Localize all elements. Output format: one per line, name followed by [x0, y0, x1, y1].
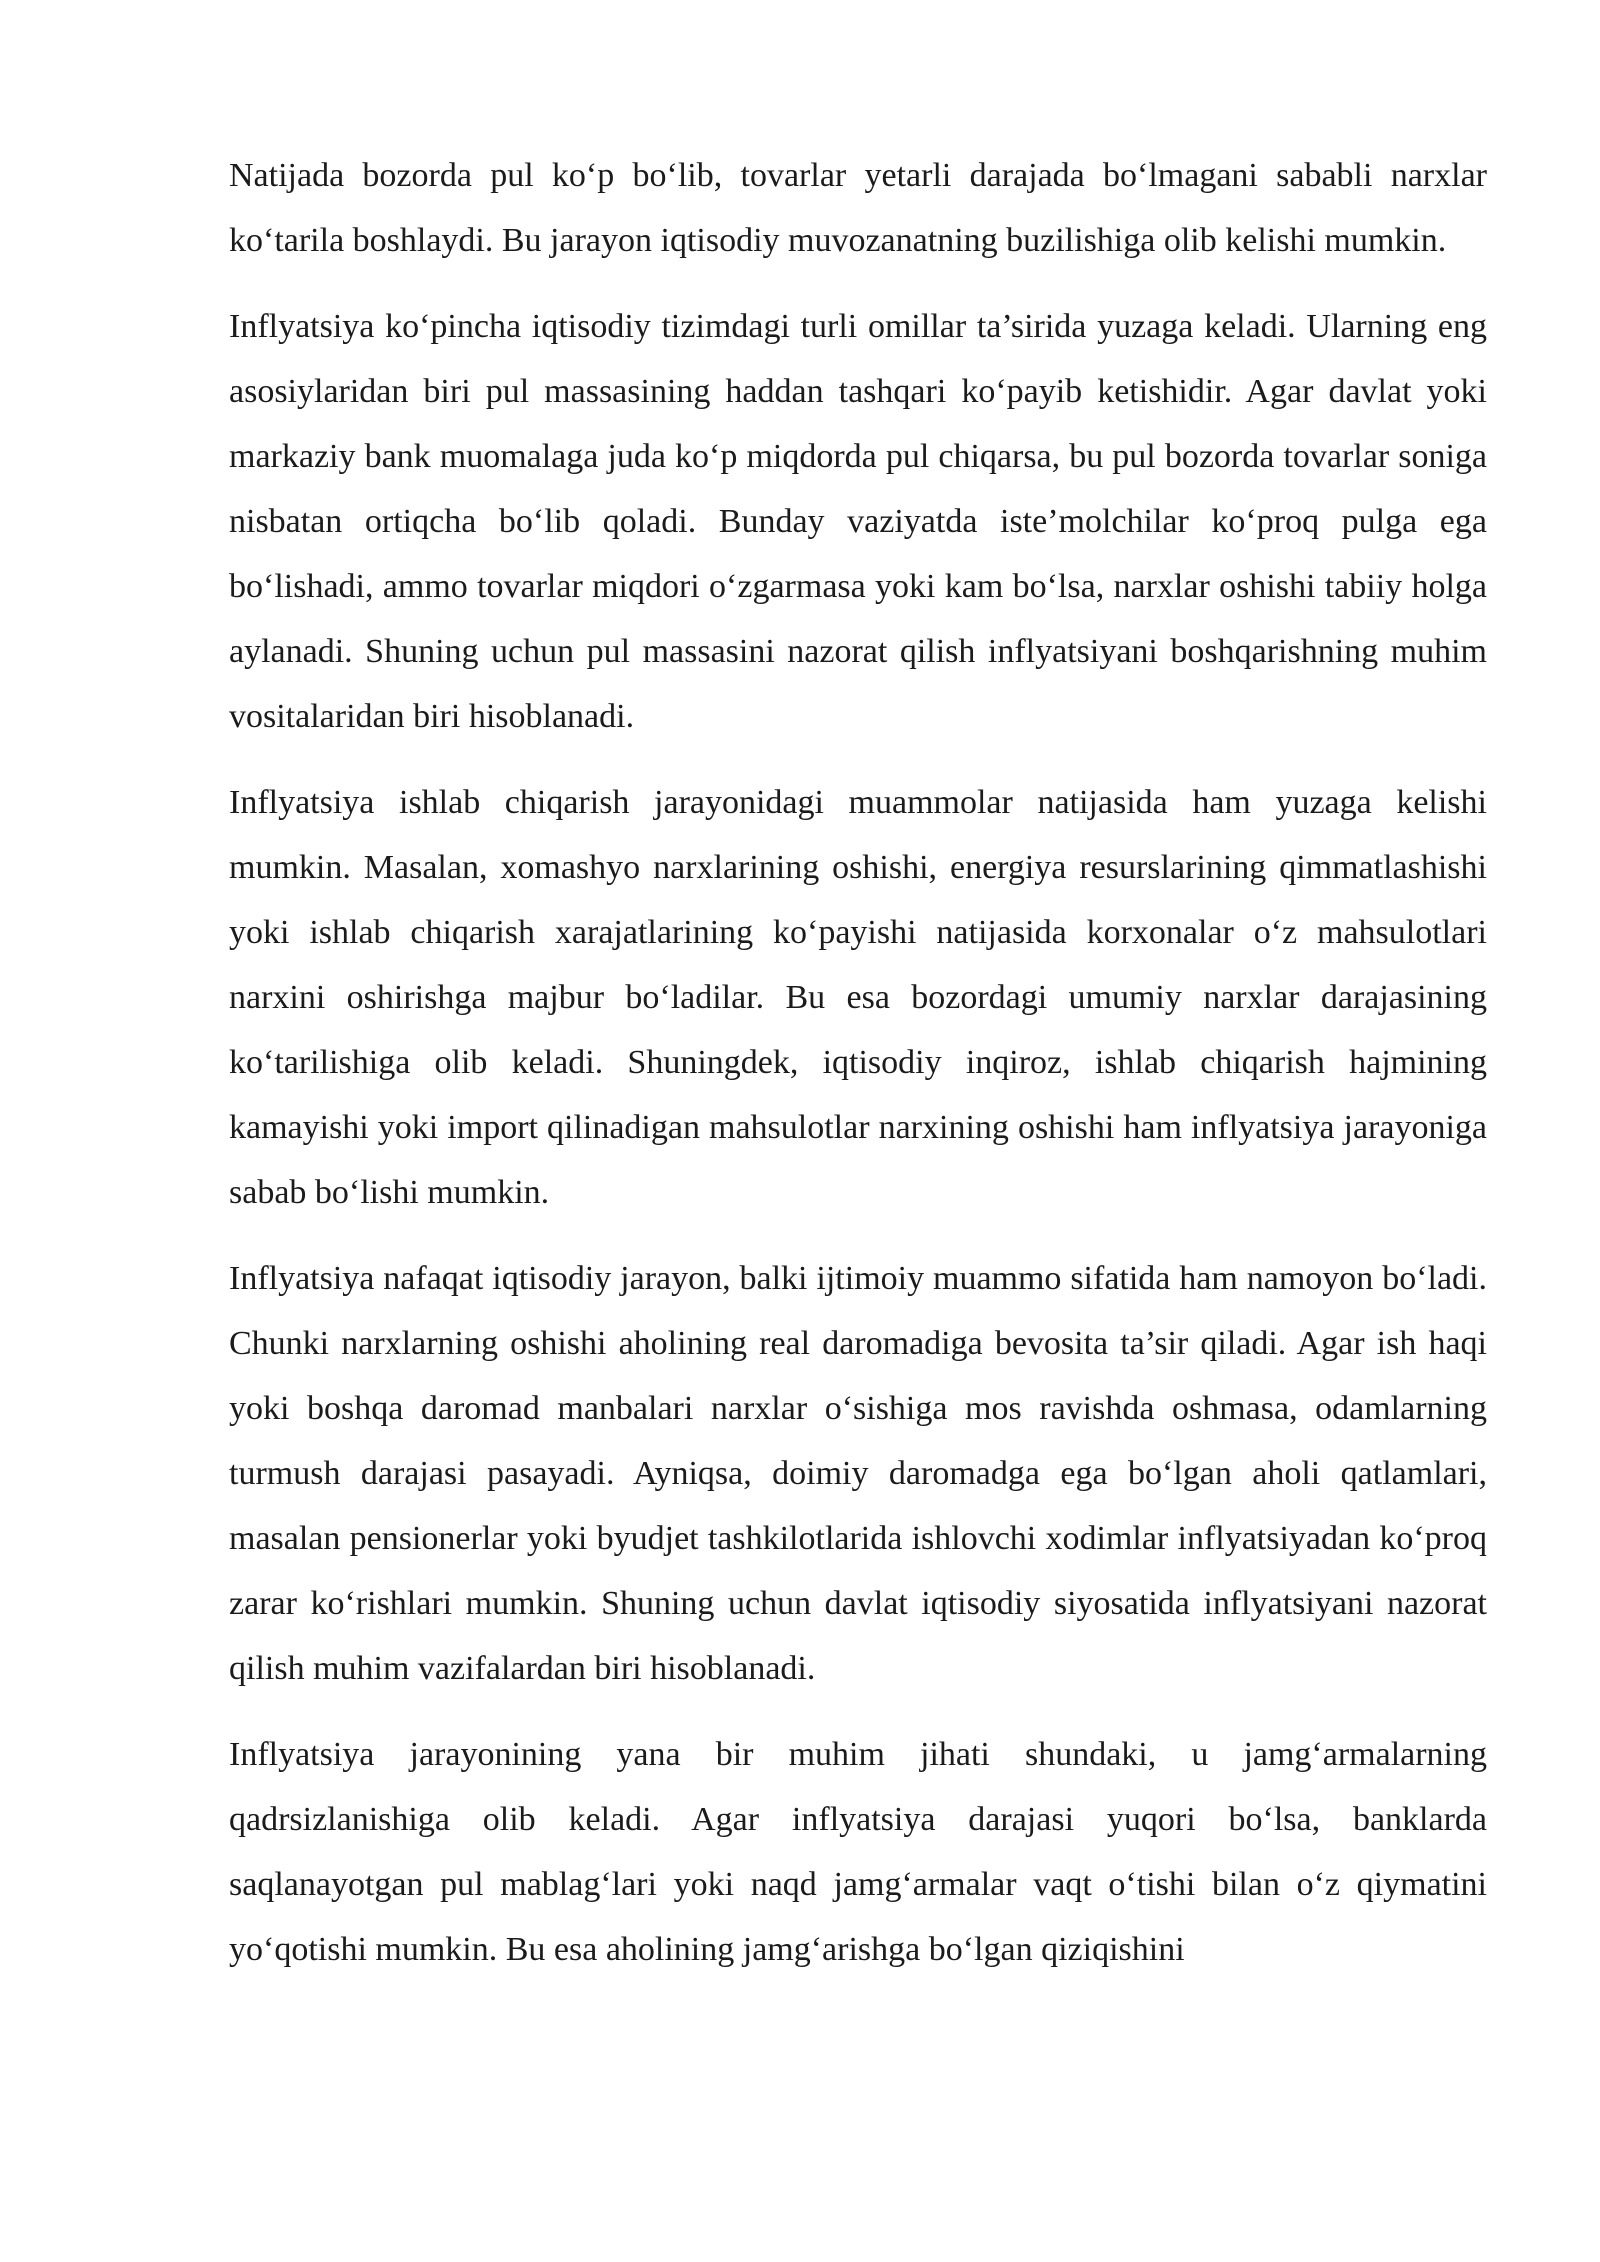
paragraph-3: Inflyatsiya ishlab chiqarish jarayonidagi muammolar natijasida ham yuzaga kelishi mumkin. Masalan, xomashyo narxlarining oshishi, energiya resurslarining qimmatlashishi yoki ishlab chiqarish xarajatlarining ko‘payishi natijasida korxonalar o‘z mahsulotlari narxini oshirishga majbur bo‘ladilar. Bu esa bozordagi umumiy narxlar darajasining ko‘tarilishiga olib keladi. Shuningdek, iqtisodiy inqiroz, ishlab chiqarish hajmining kamayishi yoki import qilinadigan mahsulotlar narxining oshishi ham inflyatsiya jarayoniga sabab bo‘lishi mumkin. — [229, 784, 1487, 1211]
paragraph-1: Natijada bozorda pul ko‘p bo‘lib, tovarlar yetarli darajada bo‘lmagani sababli narxlar ko‘tarila boshlaydi. Bu jarayon iqtisodiy muvozanatning buzilishiga olib kelishi mumkin. — [229, 157, 1487, 259]
paragraph-4: Inflyatsiya nafaqat iqtisodiy jarayon, balki ijtimoiy muammo sifatida ham namoyon bo‘ladi. Chunki narxlarning oshishi aholining real daromadiga bevosita ta’sir qiladi. Agar ish haqi yoki boshqa daromad manbalari narxlar o‘sishiga mos ravishda oshmasa, odamlarning turmush darajasi pasayadi. Ayniqsa, doimiy daromadga ega bo‘lgan aholi qatlamlari, masalan pensionerlar yoki byudjet tashkilotlarida ishlovchi xodimlar inflyatsiyadan ko‘proq zarar ko‘rishlari mumkin. Shuning uchun davlat iqtisodiy siyosatida inflyatsiyani nazorat qilish muhim vazifalardan biri hisoblanadi. — [229, 1260, 1487, 1687]
paragraph-5: Inflyatsiya jarayonining yana bir muhim jihati shundaki, u jamg‘armalarning qadrsizlanishiga olib keladi. Agar inflyatsiya darajasi yuqori bo‘lsa, banklarda saqlanayotgan pul mablag‘lari yoki naqd jamg‘armalar vaqt o‘tishi bilan o‘z qiymatini yo‘qotishi mumkin. Bu esa aholining jamg‘arishga bo‘lgan qiziqishini — [229, 1736, 1487, 1968]
document-body — [229, 143, 1487, 2003]
paragraph-2: Inflyatsiya ko‘pincha iqtisodiy tizimdagi turli omillar ta’sirida yuzaga keladi. Ularning eng asosiylaridan biri pul massasining haddan tashqari ko‘payib ketishidir. Agar davlat yoki markaziy bank muomalaga juda ko‘p miqdorda pul chiqarsa, bu pul bozorda tovarlar soniga nisbatan ortiqcha bo‘lib qoladi. Bunday vaziyatda iste’molchilar ko‘proq pulga ega bo‘lishadi, ammo tovarlar miqdori o‘zgarmasa yoki kam bo‘lsa, narxlar oshishi tabiiy holga aylanadi. Shuning uchun pul massasini nazorat qilish inflyatsiyani boshqarishning muhim vositalaridan biri hisoblanadi. — [229, 308, 1487, 735]
